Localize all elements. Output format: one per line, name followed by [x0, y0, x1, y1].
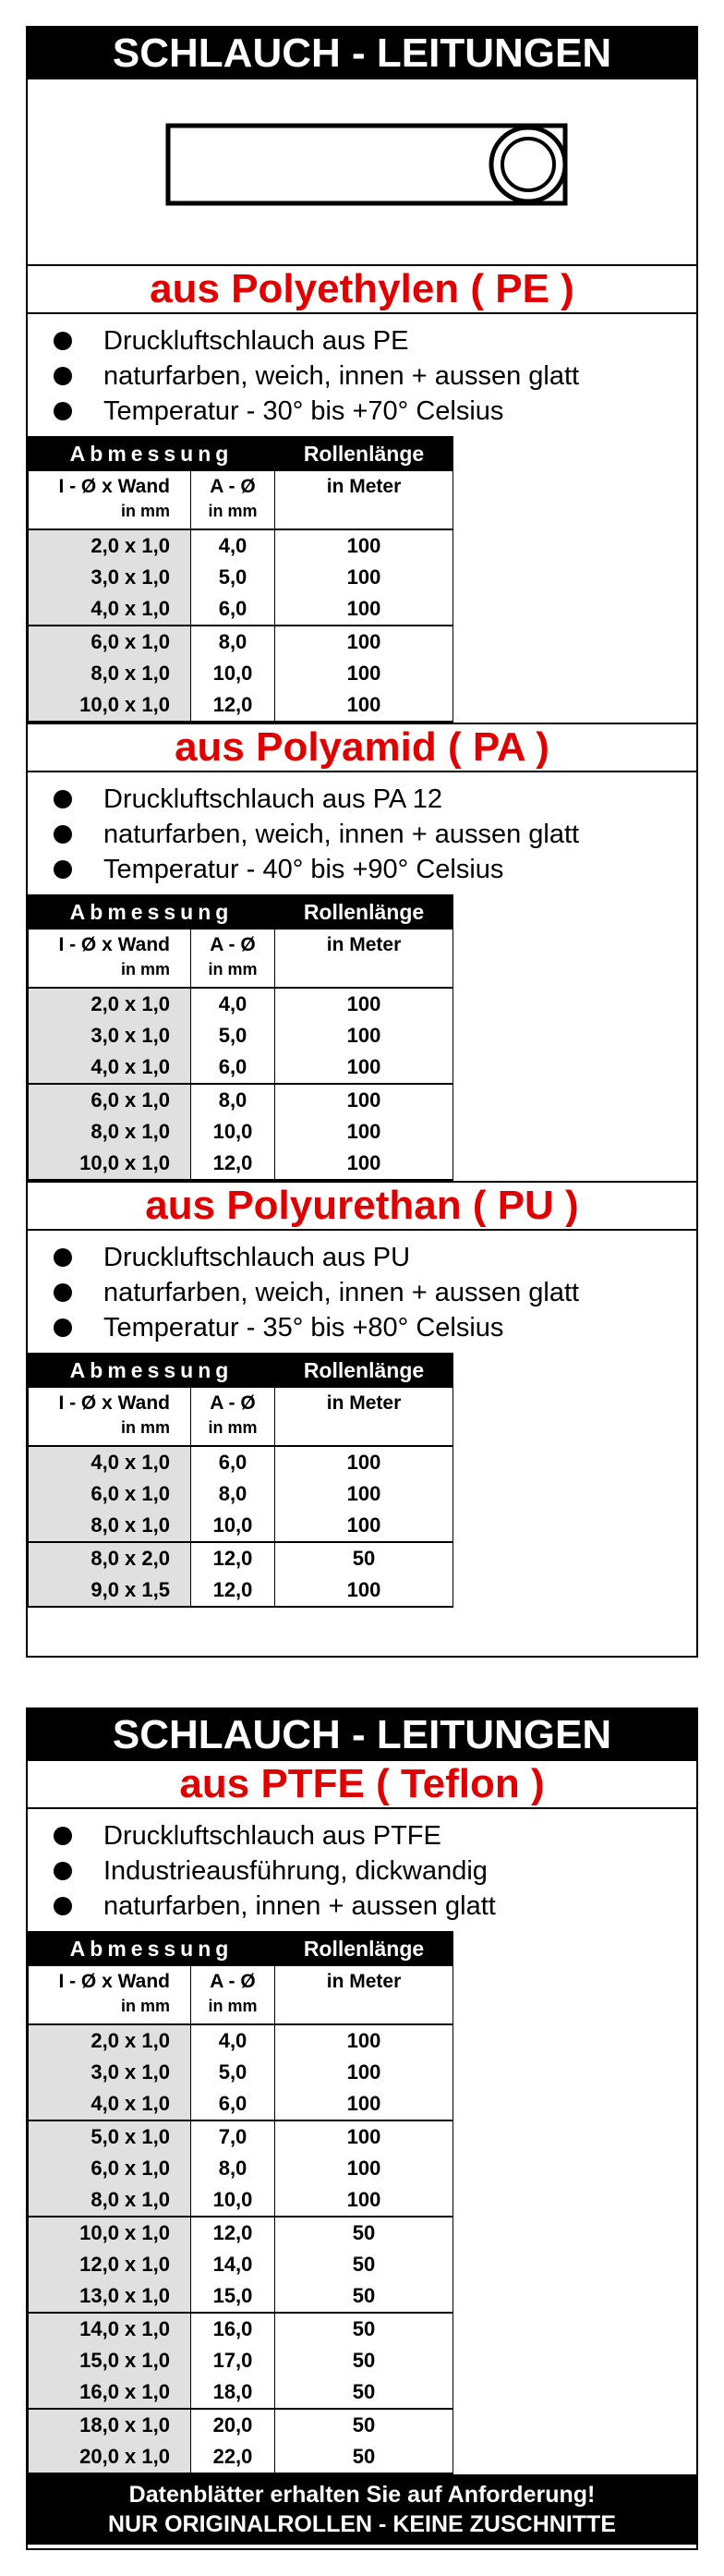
cell-inner-dim: 2,0 x 1,0: [29, 2024, 191, 2057]
section-heading: aus Polyurethan ( PU ): [28, 1181, 696, 1231]
material-section: [28, 1761, 696, 2474]
feature-list: [28, 1809, 696, 1924]
cell-roll-length: 100: [275, 626, 453, 658]
table-row: [29, 2057, 453, 2088]
cell-outer-dim: 4,0: [191, 529, 275, 562]
cell-roll-length: 100: [275, 1148, 453, 1180]
feature-list: [28, 314, 696, 429]
header-inner-diameter-unit: in mm: [120, 502, 170, 520]
header-inner-diameter: [29, 1388, 191, 1447]
header-outer-diameter-unit: in mm: [208, 1418, 258, 1437]
header-outer-diameter: [191, 1388, 275, 1447]
cell-outer-dim: 7,0: [191, 2120, 275, 2153]
table-row: [29, 1020, 453, 1051]
cell-outer-dim: 5,0: [191, 1020, 275, 1051]
panel-schlauch-leitungen-1: [26, 26, 698, 1658]
cell-roll-length: 100: [275, 1051, 453, 1084]
footer-line-2: NUR ORIGINALROLLEN - KEINE ZUSCHNITTE: [108, 2511, 616, 2537]
table-row: [29, 2217, 453, 2249]
cell-outer-dim: 10,0: [191, 1510, 275, 1542]
hose-illustration: [28, 79, 696, 266]
table-row: [29, 2024, 453, 2057]
bullet-icon: [54, 402, 72, 420]
cell-inner-dim: 8,0 x 2,0: [29, 1542, 191, 1574]
cell-inner-dim: 6,0 x 1,0: [29, 1084, 191, 1116]
cell-roll-length: 100: [275, 658, 453, 689]
cell-inner-dim: 5,0 x 1,0: [29, 2120, 191, 2153]
cell-roll-length: 50: [275, 2345, 453, 2376]
bullet-icon: [54, 332, 72, 350]
cell-inner-dim: 6,0 x 1,0: [29, 2153, 191, 2184]
cell-outer-dim: 16,0: [191, 2313, 275, 2345]
header-inner-diameter-label: I - Ø x Wand: [58, 1971, 170, 1992]
table-row: [29, 529, 453, 562]
cell-inner-dim: 4,0 x 1,0: [29, 1446, 191, 1478]
panel1-sections: [28, 266, 696, 1608]
cell-roll-length: 100: [275, 1084, 453, 1116]
table-row: [29, 1446, 453, 1478]
cell-inner-dim: 8,0 x 1,0: [29, 1116, 191, 1148]
cell-roll-length: 100: [275, 2153, 453, 2184]
table-row: [29, 2120, 453, 2153]
header-outer-diameter-unit: in mm: [208, 502, 258, 520]
cell-inner-dim: 4,0 x 1,0: [29, 1051, 191, 1084]
cell-outer-dim: 4,0: [191, 988, 275, 1020]
cell-outer-dim: 20,0: [191, 2409, 275, 2441]
cell-inner-dim: 4,0 x 1,0: [29, 2088, 191, 2120]
cell-outer-dim: 8,0: [191, 626, 275, 658]
header-inner-diameter: [29, 1966, 191, 2025]
cell-roll-length: 50: [275, 2313, 453, 2345]
section-heading: aus Polyethylen ( PE ): [28, 266, 696, 314]
header-inner-diameter-unit: in mm: [120, 960, 170, 978]
cell-outer-dim: 14,0: [191, 2249, 275, 2280]
table-subheader-row: [29, 471, 453, 530]
cell-roll-length: 50: [275, 2280, 453, 2313]
feature-text: Temperatur - 35° bis +80° Celsius: [103, 1313, 504, 1343]
table-row: [29, 2249, 453, 2280]
cell-outer-dim: 10,0: [191, 1116, 275, 1148]
cell-outer-dim: 12,0: [191, 1148, 275, 1180]
table-row: [29, 626, 453, 658]
table-row: [29, 2376, 453, 2409]
cell-outer-dim: 6,0: [191, 593, 275, 626]
cell-inner-dim: 16,0 x 1,0: [29, 2376, 191, 2409]
feature-list: [28, 772, 696, 887]
header-outer-diameter-label: A - Ø: [210, 1392, 256, 1414]
cell-inner-dim: 2,0 x 1,0: [29, 988, 191, 1020]
footer-note: [28, 2474, 696, 2545]
header-inner-diameter-label: I - Ø x Wand: [58, 934, 170, 955]
cell-inner-dim: 2,0 x 1,0: [29, 529, 191, 562]
table-row: [29, 2409, 453, 2441]
table-row: [29, 2313, 453, 2345]
feature-text: Industrieausführung, dickwandig: [103, 1856, 488, 1886]
header-outer-diameter: [191, 1966, 275, 2025]
material-section: [28, 1181, 696, 1608]
header-rollenlaenge: Rollenlänge: [275, 1932, 453, 1966]
cell-roll-length: 100: [275, 1574, 453, 1607]
cell-inner-dim: 12,0 x 1,0: [29, 2249, 191, 2280]
feature-text: Temperatur - 30° bis +70° Celsius: [103, 396, 504, 426]
cell-roll-length: 100: [275, 529, 453, 562]
table-row: [29, 593, 453, 626]
material-section: [28, 266, 696, 723]
feature-text: Druckluftschlauch aus PTFE: [103, 1821, 441, 1851]
header-inner-diameter-unit: in mm: [120, 1418, 170, 1437]
table-header-row: [29, 1354, 453, 1388]
cell-roll-length: 50: [275, 2441, 453, 2473]
cell-inner-dim: 3,0 x 1,0: [29, 1020, 191, 1051]
table-row: [29, 1084, 453, 1116]
dimensions-table: [28, 1353, 453, 1608]
header-rollenlaenge: Rollenlänge: [275, 895, 453, 930]
cell-roll-length: 50: [275, 2249, 453, 2280]
cell-roll-length: 100: [275, 2088, 453, 2120]
table-row: [29, 2088, 453, 2120]
cell-outer-dim: 8,0: [191, 1084, 275, 1116]
table-row: [29, 2280, 453, 2313]
cell-roll-length: 100: [275, 1020, 453, 1051]
bullet-icon: [54, 1318, 72, 1337]
cell-inner-dim: 10,0 x 1,0: [29, 2217, 191, 2249]
table-row: [29, 658, 453, 689]
cell-outer-dim: 22,0: [191, 2441, 275, 2473]
header-inner-diameter: [29, 930, 191, 989]
cell-inner-dim: 10,0 x 1,0: [29, 1148, 191, 1180]
table-subheader-row: [29, 930, 453, 989]
table-row: [29, 1510, 453, 1542]
cell-roll-length: 50: [275, 2376, 453, 2409]
header-outer-diameter: [191, 930, 275, 989]
panel-title: SCHLAUCH - LEITUNGEN: [28, 28, 696, 79]
bullet-icon: [54, 790, 72, 808]
cell-outer-dim: 5,0: [191, 562, 275, 593]
header-unit-meter: in Meter: [275, 471, 453, 530]
table-row: [29, 689, 453, 722]
footer-line-1: Datenblätter erhalten Sie auf Anforderung!: [128, 2482, 596, 2508]
cell-outer-dim: 5,0: [191, 2057, 275, 2088]
feature-item: [54, 1818, 696, 1853]
header-inner-diameter-label: I - Ø x Wand: [58, 1392, 170, 1414]
cell-outer-dim: 10,0: [191, 2184, 275, 2217]
header-abmessung: Abmessung: [29, 437, 275, 471]
cell-inner-dim: 6,0 x 1,0: [29, 1478, 191, 1510]
feature-text: naturfarben, innen + aussen glatt: [103, 1891, 496, 1921]
feature-text: Temperatur - 40° bis +90° Celsius: [103, 855, 504, 884]
cell-inner-dim: 3,0 x 1,0: [29, 2057, 191, 2088]
cell-roll-length: 100: [275, 988, 453, 1020]
feature-item: [54, 394, 696, 429]
cell-outer-dim: 12,0: [191, 2217, 275, 2249]
cell-roll-length: 100: [275, 1446, 453, 1478]
table-subheader-row: [29, 1388, 453, 1447]
feature-text: Druckluftschlauch aus PA 12: [103, 784, 442, 814]
header-outer-diameter: [191, 471, 275, 530]
cell-roll-length: 100: [275, 2024, 453, 2057]
header-outer-diameter-label: A - Ø: [210, 1971, 256, 1992]
table-row: [29, 1574, 453, 1607]
feature-text: Druckluftschlauch aus PE: [103, 326, 409, 356]
cell-outer-dim: 6,0: [191, 1446, 275, 1478]
bullet-icon: [54, 1827, 72, 1845]
feature-item: [54, 323, 696, 358]
material-section: [28, 723, 696, 1181]
bullet-icon: [54, 1248, 72, 1267]
feature-item: [54, 1310, 696, 1345]
cell-outer-dim: 17,0: [191, 2345, 275, 2376]
table-row: [29, 2441, 453, 2473]
table-row: [29, 562, 453, 593]
table-row: [29, 1051, 453, 1084]
dimensions-table: [28, 436, 453, 723]
cell-roll-length: 100: [275, 2120, 453, 2153]
table-row: [29, 1148, 453, 1180]
cell-outer-dim: 12,0: [191, 689, 275, 722]
cell-roll-length: 100: [275, 1478, 453, 1510]
header-outer-diameter-unit: in mm: [208, 960, 258, 978]
cell-outer-dim: 12,0: [191, 1574, 275, 1607]
feature-item: [54, 1889, 696, 1924]
cell-outer-dim: 18,0: [191, 2376, 275, 2409]
feature-item: [54, 358, 696, 394]
table-header-row: [29, 437, 453, 471]
header-unit-meter: in Meter: [275, 930, 453, 989]
table-header-row: [29, 895, 453, 930]
cell-roll-length: 50: [275, 2409, 453, 2441]
header-unit-meter: in Meter: [275, 1388, 453, 1447]
cell-roll-length: 100: [275, 1510, 453, 1542]
hose-icon: [28, 79, 696, 264]
cell-roll-length: 50: [275, 2217, 453, 2249]
table-row: [29, 2345, 453, 2376]
table-subheader-row: [29, 1966, 453, 2025]
cell-inner-dim: 14,0 x 1,0: [29, 2313, 191, 2345]
cell-roll-length: 50: [275, 1542, 453, 1574]
cell-inner-dim: 18,0 x 1,0: [29, 2409, 191, 2441]
table-row: [29, 1478, 453, 1510]
feature-text: naturfarben, weich, innen + aussen glatt: [103, 361, 580, 391]
bullet-icon: [54, 1897, 72, 1915]
cell-roll-length: 100: [275, 689, 453, 722]
table-row: [29, 988, 453, 1020]
cell-inner-dim: 13,0 x 1,0: [29, 2280, 191, 2313]
bullet-icon: [54, 1862, 72, 1880]
cell-roll-length: 100: [275, 593, 453, 626]
feature-list: [28, 1231, 696, 1345]
cell-inner-dim: 6,0 x 1,0: [29, 626, 191, 658]
cell-inner-dim: 3,0 x 1,0: [29, 562, 191, 593]
panel-title: SCHLAUCH - LEITUNGEN: [28, 1709, 696, 1761]
cell-roll-length: 100: [275, 562, 453, 593]
cell-inner-dim: 20,0 x 1,0: [29, 2441, 191, 2473]
header-rollenlaenge: Rollenlänge: [275, 1354, 453, 1388]
bullet-icon: [54, 860, 72, 879]
feature-item: [54, 817, 696, 852]
header-unit-meter: in Meter: [275, 1966, 453, 2025]
cell-roll-length: 100: [275, 2184, 453, 2217]
header-inner-diameter: [29, 471, 191, 530]
cell-inner-dim: 8,0 x 1,0: [29, 2184, 191, 2217]
cell-inner-dim: 4,0 x 1,0: [29, 593, 191, 626]
dimensions-table: [28, 894, 453, 1181]
table-header-row: [29, 1932, 453, 1966]
cell-outer-dim: 10,0: [191, 658, 275, 689]
cell-inner-dim: 10,0 x 1,0: [29, 689, 191, 722]
feature-text: Druckluftschlauch aus PU: [103, 1243, 411, 1272]
cell-roll-length: 100: [275, 1116, 453, 1148]
feature-item: [54, 852, 696, 887]
cell-outer-dim: 6,0: [191, 2088, 275, 2120]
cell-inner-dim: 15,0 x 1,0: [29, 2345, 191, 2376]
cell-outer-dim: 4,0: [191, 2024, 275, 2057]
cell-outer-dim: 6,0: [191, 1051, 275, 1084]
table-row: [29, 1116, 453, 1148]
section-heading: aus Polyamid ( PA ): [28, 723, 696, 772]
header-rollenlaenge: Rollenlänge: [275, 437, 453, 471]
feature-text: naturfarben, weich, innen + aussen glatt: [103, 820, 580, 849]
table-row: [29, 1542, 453, 1574]
feature-item: [54, 1275, 696, 1310]
panel-schlauch-leitungen-2: [26, 1707, 698, 2550]
header-abmessung: Abmessung: [29, 895, 275, 930]
header-inner-diameter-label: I - Ø x Wand: [58, 476, 170, 497]
header-inner-diameter-unit: in mm: [120, 1997, 170, 2015]
cell-outer-dim: 15,0: [191, 2280, 275, 2313]
feature-item: [54, 1853, 696, 1889]
cell-outer-dim: 8,0: [191, 2153, 275, 2184]
feature-text: naturfarben, weich, innen + aussen glatt: [103, 1278, 580, 1307]
bullet-icon: [54, 825, 72, 844]
feature-item: [54, 1240, 696, 1275]
feature-item: [54, 782, 696, 817]
cell-roll-length: 100: [275, 2057, 453, 2088]
cell-outer-dim: 8,0: [191, 1478, 275, 1510]
table-row: [29, 2184, 453, 2217]
dimensions-table: [28, 1931, 453, 2474]
header-outer-diameter-label: A - Ø: [210, 934, 256, 955]
header-outer-diameter-label: A - Ø: [210, 476, 256, 497]
header-abmessung: Abmessung: [29, 1932, 275, 1966]
bullet-icon: [54, 367, 72, 385]
cell-outer-dim: 12,0: [191, 1542, 275, 1574]
cell-inner-dim: 8,0 x 1,0: [29, 1510, 191, 1542]
header-outer-diameter-unit: in mm: [208, 1997, 258, 2015]
panel2-sections: [28, 1761, 696, 2474]
section-heading: aus PTFE ( Teflon ): [28, 1761, 696, 1809]
table-row: [29, 2153, 453, 2184]
cell-inner-dim: 9,0 x 1,5: [29, 1574, 191, 1607]
bullet-icon: [54, 1283, 72, 1302]
header-abmessung: Abmessung: [29, 1354, 275, 1388]
cell-inner-dim: 8,0 x 1,0: [29, 658, 191, 689]
